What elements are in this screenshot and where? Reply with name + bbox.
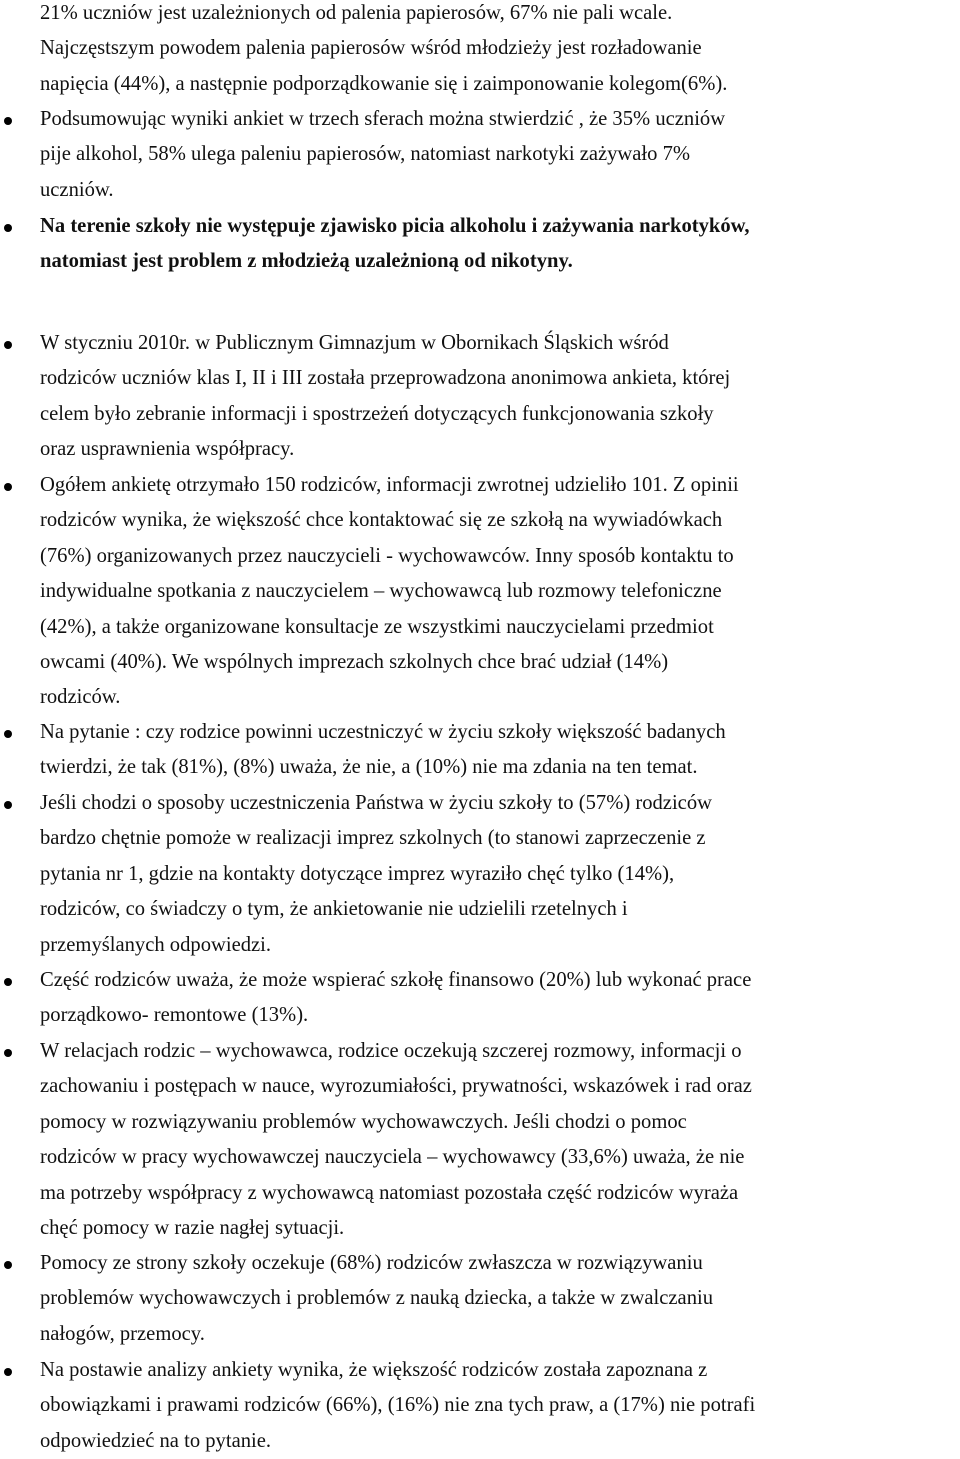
text-line: uczniów.: [40, 178, 114, 201]
text-line: rodziców wynika, że większość chce kontaktować się ze szkołą na wywiadówkach: [40, 509, 723, 532]
text-line: Na pytanie : czy rodzice powinni uczestniczyć w życiu szkoły większość badanych: [40, 721, 726, 743]
text-line: pytania nr 1, gdzie na kontakty dotyczące imprez wyraziło chęć tylko (14%),: [40, 862, 675, 885]
bullet-icon: [4, 483, 12, 491]
text-line: rodziców uczniów klas I, II i III została przeprowadzona anonimowa ankieta, której: [40, 367, 731, 390]
text-line: przemyślanych odpowiedzi.: [40, 933, 272, 956]
text-line: Na postawie analizy ankiety wynika, że większość rodziców została zapoznana z: [40, 1359, 708, 1381]
text-line: 21% uczniów jest uzależnionych od palenia papierosów, 67% nie pali wcale.: [40, 2, 673, 24]
list-item: [0, 1034, 960, 1246]
text-line: Podsumowując wyniki ankiet w trzech sferach można stwierdzić , że 35% uczniów: [40, 108, 726, 130]
text-line: odpowiedzieć na to pytanie.: [40, 1429, 272, 1452]
bullet-icon: [4, 978, 12, 986]
text-line: owcami (40%). We wspólnych imprezach szkolnych chce brać udział (14%): [40, 651, 669, 674]
text-line: oraz usprawnienia współpracy.: [40, 438, 295, 461]
text-line: Ogółem ankietę otrzymało 150 rodziców, informacji zwrotnej udzieliło 101. Z opinii: [40, 474, 739, 496]
bullet-icon: [4, 1261, 12, 1269]
bullet-icon: [4, 224, 12, 232]
bullet-icon: [4, 1049, 12, 1057]
list-item: [0, 102, 960, 208]
bullet-icon: [4, 341, 12, 349]
text-line: W relacjach rodzic – wychowawca, rodzice oczekują szczerej rozmowy, informacji o: [40, 1040, 742, 1062]
text-line: obowiązkami i prawami rodziców (66%), (16%) nie zna tych praw, a (17%) nie potrafi: [40, 1394, 756, 1417]
list-item: [0, 1246, 960, 1352]
list-item-bold: [0, 209, 960, 280]
list-item: [0, 468, 960, 716]
bullet-icon: [4, 801, 12, 809]
text-line: problemów wychowawczych i problemów z nauką dziecka, a także w zwalczaniu: [40, 1287, 714, 1310]
list-item: [0, 1353, 960, 1459]
list-item: [0, 786, 960, 963]
text-line: Część rodziców uważa, że może wspierać szkołę finansowo (20%) lub wykonać prace: [40, 969, 752, 991]
text-line: porządkowo- remontowe (13%).: [40, 1004, 309, 1027]
text-line: nałogów, przemocy.: [40, 1322, 205, 1345]
text-line: Najczęstszym powodem palenia papierosów wśród młodzieży jest rozładowanie: [40, 37, 702, 60]
list-item: [0, 0, 960, 102]
bullet-icon: [4, 117, 12, 125]
list-item: [0, 715, 960, 786]
list-item: [0, 326, 960, 468]
text-line: pije alkohol, 58% ulega paleniu papierosów, natomiast narkotyki zażywało 7%: [40, 143, 691, 166]
text-line: zachowaniu i postępach w nauce, wyrozumiałości, prywatności, wskazówek i rad oraz: [40, 1075, 752, 1098]
text-line: rodziców.: [40, 686, 121, 709]
text-line: bardzo chętnie pomoże w realizacji imprez szkolnych (to stanowi zaprzeczenie z: [40, 827, 706, 850]
text-line: celem było zebranie informacji i spostrzeżeń dotyczących funkcjonowania szkoły: [40, 402, 714, 425]
text-line: napięcia (44%), a następnie podporządkowanie się i zaimponowanie kolegom(6%).: [40, 72, 728, 95]
text-line: rodziców, co świadczy o tym, że ankietowanie nie udzielili rzetelnych i: [40, 898, 628, 921]
text-line: twierdzi, że tak (81%), (8%) uważa, że nie, a (10%) nie ma zdania na ten temat.: [40, 756, 698, 779]
text-line: Jeśli chodzi o sposoby uczestniczenia Państwa w życiu szkoły to (57%) rodziców: [40, 792, 712, 814]
text-line: Na terenie szkoły nie występuje zjawisko picia alkoholu i zażywania narkotyków,: [40, 215, 750, 237]
list-item: [0, 963, 960, 1034]
text-line: rodziców w pracy wychowawczej nauczyciela – wychowawcy (33,6%) uważa, że nie: [40, 1146, 745, 1169]
bullet-icon: [4, 1368, 12, 1376]
bullet-icon: [4, 730, 12, 738]
text-line: pomocy w rozwiązywaniu problemów wychowawczych. Jeśli chodzi o pomoc: [40, 1110, 687, 1133]
text-line: W styczniu 2010r. w Publicznym Gimnazjum w Obornikach Śląskich wśród: [40, 332, 669, 354]
text-line: (42%), a także organizowane konsultacje ze wszystkimi nauczycielami przedmiot: [40, 615, 714, 638]
text-line: ma potrzeby współpracy z wychowawcą natomiast pozostała część rodziców wyraża: [40, 1181, 739, 1204]
text-line: (76%) organizowanych przez nauczycieli - wychowawców. Inny sposób kontaktu to: [40, 544, 734, 567]
text-line: indywidualne spotkania z nauczycielem – wychowawcą lub rozmowy telefoniczne: [40, 580, 722, 603]
text-line: natomiast jest problem z młodzieżą uzależnioną od nikotyny.: [40, 250, 573, 273]
text-line: chęć pomocy w razie nagłej sytuacji.: [40, 1217, 345, 1240]
text-line: Pomocy ze strony szkoły oczekuje (68%) rodziców zwłaszcza w rozwiązywaniu: [40, 1252, 703, 1274]
